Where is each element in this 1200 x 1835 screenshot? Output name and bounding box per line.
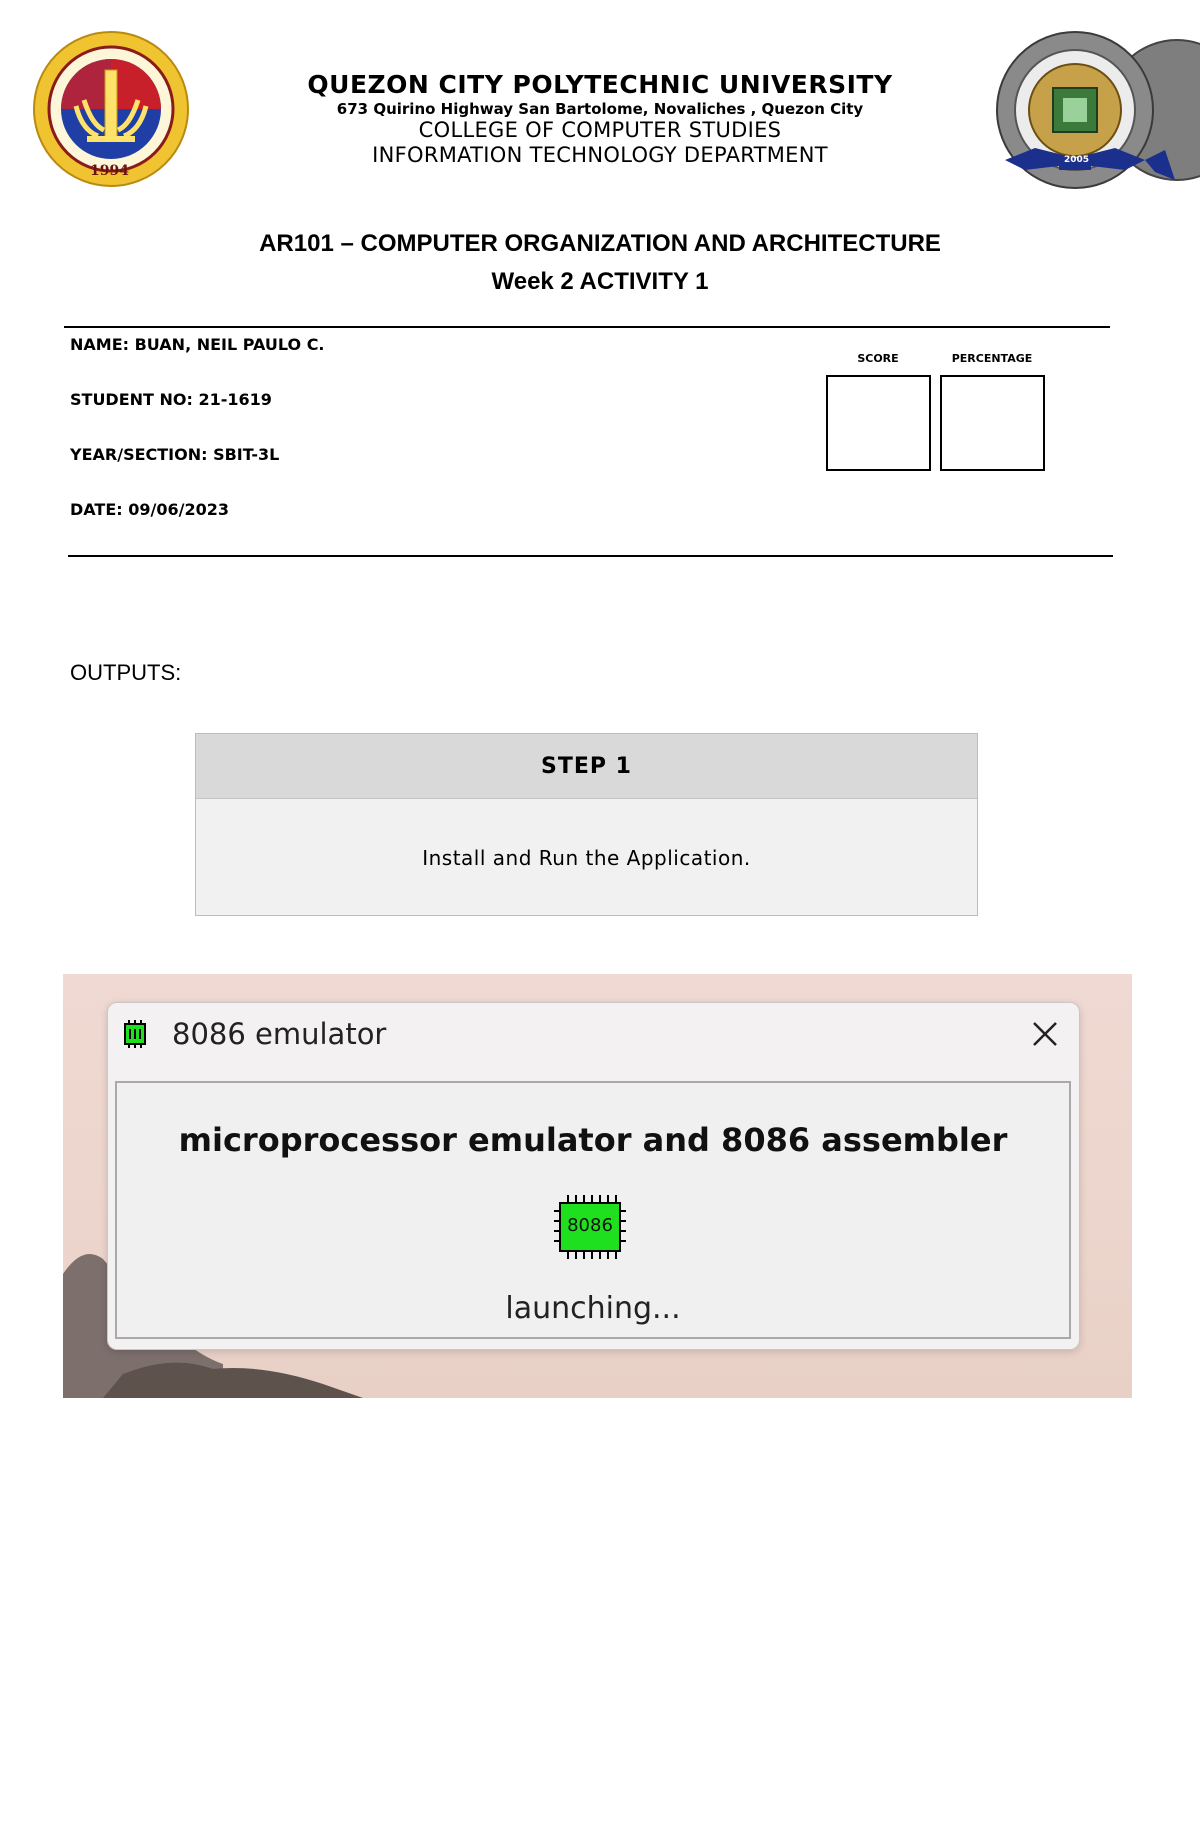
seal-year: 2005 xyxy=(1064,155,1090,165)
date: DATE: 09/06/2023 xyxy=(70,500,229,519)
year-section: YEAR/SECTION: SBIT-3L xyxy=(70,445,280,464)
chip-label: 8086 xyxy=(567,1215,613,1236)
launch-status: launching... xyxy=(505,1291,681,1326)
course-title: AR101 – COMPUTER ORGANIZATION AND ARCHITECTURE xyxy=(259,230,941,257)
university-seal-logo xyxy=(32,30,190,188)
emulator-screenshot xyxy=(63,974,1132,1398)
chip-icon xyxy=(120,1019,150,1049)
step-table xyxy=(195,733,978,916)
score-box xyxy=(826,375,931,471)
letterhead xyxy=(250,70,950,168)
student-number: STUDENT NO: 21-1619 xyxy=(70,390,272,409)
close-button[interactable] xyxy=(1028,1017,1062,1051)
step-description: Install and Run the Application. xyxy=(422,846,751,870)
divider-top xyxy=(64,326,1110,328)
splash-heading: microprocessor emulator and 8086 assembler xyxy=(178,1121,1008,1159)
outputs-label: OUTPUTS: xyxy=(70,660,182,685)
university-name: QUEZON CITY POLYTECHNIC UNIVERSITY xyxy=(307,70,893,99)
college-name: COLLEGE OF COMPUTER STUDIES xyxy=(418,118,782,142)
percentage-label: PERCENTAGE xyxy=(951,352,1033,365)
department-name: INFORMATION TECHNOLOGY DEPARTMENT xyxy=(372,143,828,167)
department-seal-logo xyxy=(995,30,1200,195)
dialog-titlebar[interactable] xyxy=(108,1003,1079,1079)
divider-bottom xyxy=(68,555,1113,557)
university-address: 673 Quirino Highway San Bartolome, Novaliches , Quezon City xyxy=(336,100,864,118)
percentage-box xyxy=(940,375,1045,471)
seal-year: 1994 xyxy=(90,163,129,179)
emulator-dialog[interactable] xyxy=(107,1002,1080,1350)
close-icon xyxy=(1028,1017,1062,1051)
score-label: SCORE xyxy=(857,352,899,365)
student-name: NAME: BUAN, NEIL PAULO C. xyxy=(70,335,325,354)
dialog-title: 8086 emulator xyxy=(172,1017,387,1051)
activity-title: Week 2 ACTIVITY 1 xyxy=(491,268,709,295)
step-title: STEP 1 xyxy=(196,734,977,799)
cpu-chip-icon xyxy=(554,1195,626,1259)
splash-panel xyxy=(115,1081,1071,1339)
course-heading xyxy=(150,225,1050,301)
